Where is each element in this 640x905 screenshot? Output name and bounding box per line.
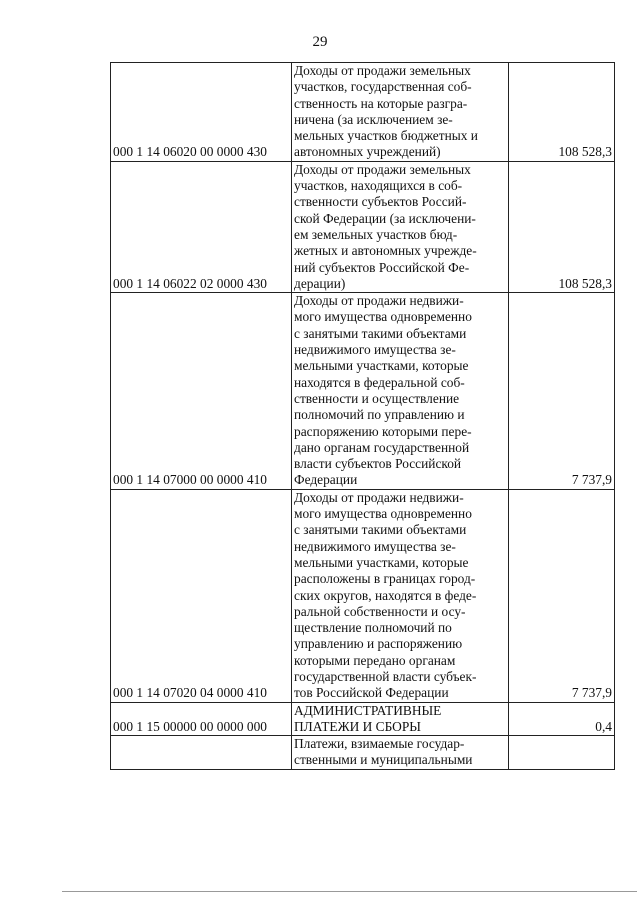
description-line: управлению и распоряжению <box>294 636 463 652</box>
description-line: мельных участков бюджетных и <box>294 128 478 144</box>
description-line: дано органам государственной <box>294 439 470 455</box>
description-cell <box>292 489 509 702</box>
description-line: Доходы от продажи земельных <box>294 63 471 78</box>
description-line: недвижимого имущества зе- <box>294 538 456 554</box>
description-line: АДМИНИСТРАТИВНЫЕ <box>294 702 442 718</box>
description-line: мого имущества одновременно <box>294 309 472 325</box>
table-row <box>111 161 615 292</box>
amount-cell: 7 737,9 <box>509 489 615 702</box>
description-line: мельными участками, которые <box>294 554 469 570</box>
description-line: власти субъектов Российской <box>294 456 462 472</box>
description-line: участков, государственная соб- <box>294 79 472 95</box>
budget-code-cell: 000 1 14 06022 02 0000 430 <box>111 161 292 292</box>
description-line: Доходы от продажи недвижи- <box>294 293 464 309</box>
description-line: жетных и автономных учрежде- <box>294 243 477 259</box>
amount-cell <box>509 736 615 770</box>
description-line: расположены в границах город- <box>294 571 476 587</box>
description-cell <box>292 736 509 770</box>
description-line: ственности и осуществление <box>294 390 460 406</box>
description-line: которыми передано органам <box>294 652 456 668</box>
description-line: с занятыми такими объектами <box>294 522 467 538</box>
description-line: Доходы от продажи недвижи- <box>294 489 464 505</box>
description-line: мого имущества одновременно <box>294 506 472 522</box>
description-line: находятся в федеральной соб- <box>294 374 465 390</box>
description-line: государственной власти субъек- <box>294 668 477 684</box>
description-cell <box>292 63 509 162</box>
description-line: Федерации <box>294 472 358 488</box>
description-line: с занятыми такими объектами <box>294 325 467 341</box>
amount-cell: 108 528,3 <box>509 161 615 292</box>
page-number: 29 <box>312 34 328 50</box>
description-cell <box>292 702 509 736</box>
budget-code-cell: 000 1 14 07000 00 0000 410 <box>111 293 292 490</box>
page-bottom-rule <box>62 891 637 892</box>
description-line: ственности субъектов Россий- <box>294 194 467 210</box>
amount-cell: 0,4 <box>509 702 615 736</box>
description-line: ственность на которые разгра- <box>294 95 468 111</box>
budget-code-cell <box>111 736 292 770</box>
table-row <box>111 702 615 736</box>
description-line: участков, находящихся в соб- <box>294 178 463 194</box>
budget-code-cell: 000 1 15 00000 00 0000 000 <box>111 702 292 736</box>
description-line: недвижимого имущества зе- <box>294 342 456 358</box>
description-line: ральной собственности и осу- <box>294 603 466 619</box>
table-row <box>111 63 615 162</box>
description-line: мельными участками, которые <box>294 358 469 374</box>
description-line: распоряжению которыми пере- <box>294 423 472 439</box>
description-line: ских округов, находятся в феде- <box>294 587 477 603</box>
description-line: тов Российской Федерации <box>294 685 449 701</box>
description-line: ществление полномочий по <box>294 620 452 636</box>
description-line: дерации) <box>294 275 346 291</box>
description-line: ний субъектов Российской Фе- <box>294 259 470 275</box>
description-line: ничена (за исключением зе- <box>294 111 453 127</box>
description-line: Доходы от продажи земельных <box>294 161 471 177</box>
description-cell <box>292 293 509 490</box>
description-line: ской Федерации (за исключени- <box>294 210 476 226</box>
description-line: ем земельных участков бюд- <box>294 226 458 242</box>
description-line: автономных учреждений) <box>294 144 441 160</box>
description-line: ственными и муниципальными <box>294 752 473 768</box>
table-row <box>111 736 615 770</box>
budget-code-cell: 000 1 14 07020 04 0000 410 <box>111 489 292 702</box>
description-cell <box>292 161 509 292</box>
amount-cell: 108 528,3 <box>509 63 615 162</box>
budget-code-cell: 000 1 14 06020 00 0000 430 <box>111 63 292 162</box>
description-line: Платежи, взимаемые государ- <box>294 736 465 752</box>
description-line: ПЛАТЕЖИ И СБОРЫ <box>294 718 421 734</box>
revenue-table <box>110 62 615 770</box>
table-row <box>111 293 615 490</box>
amount-cell: 7 737,9 <box>509 293 615 490</box>
description-line: полномочий по управлению и <box>294 407 465 423</box>
table-row <box>111 489 615 702</box>
